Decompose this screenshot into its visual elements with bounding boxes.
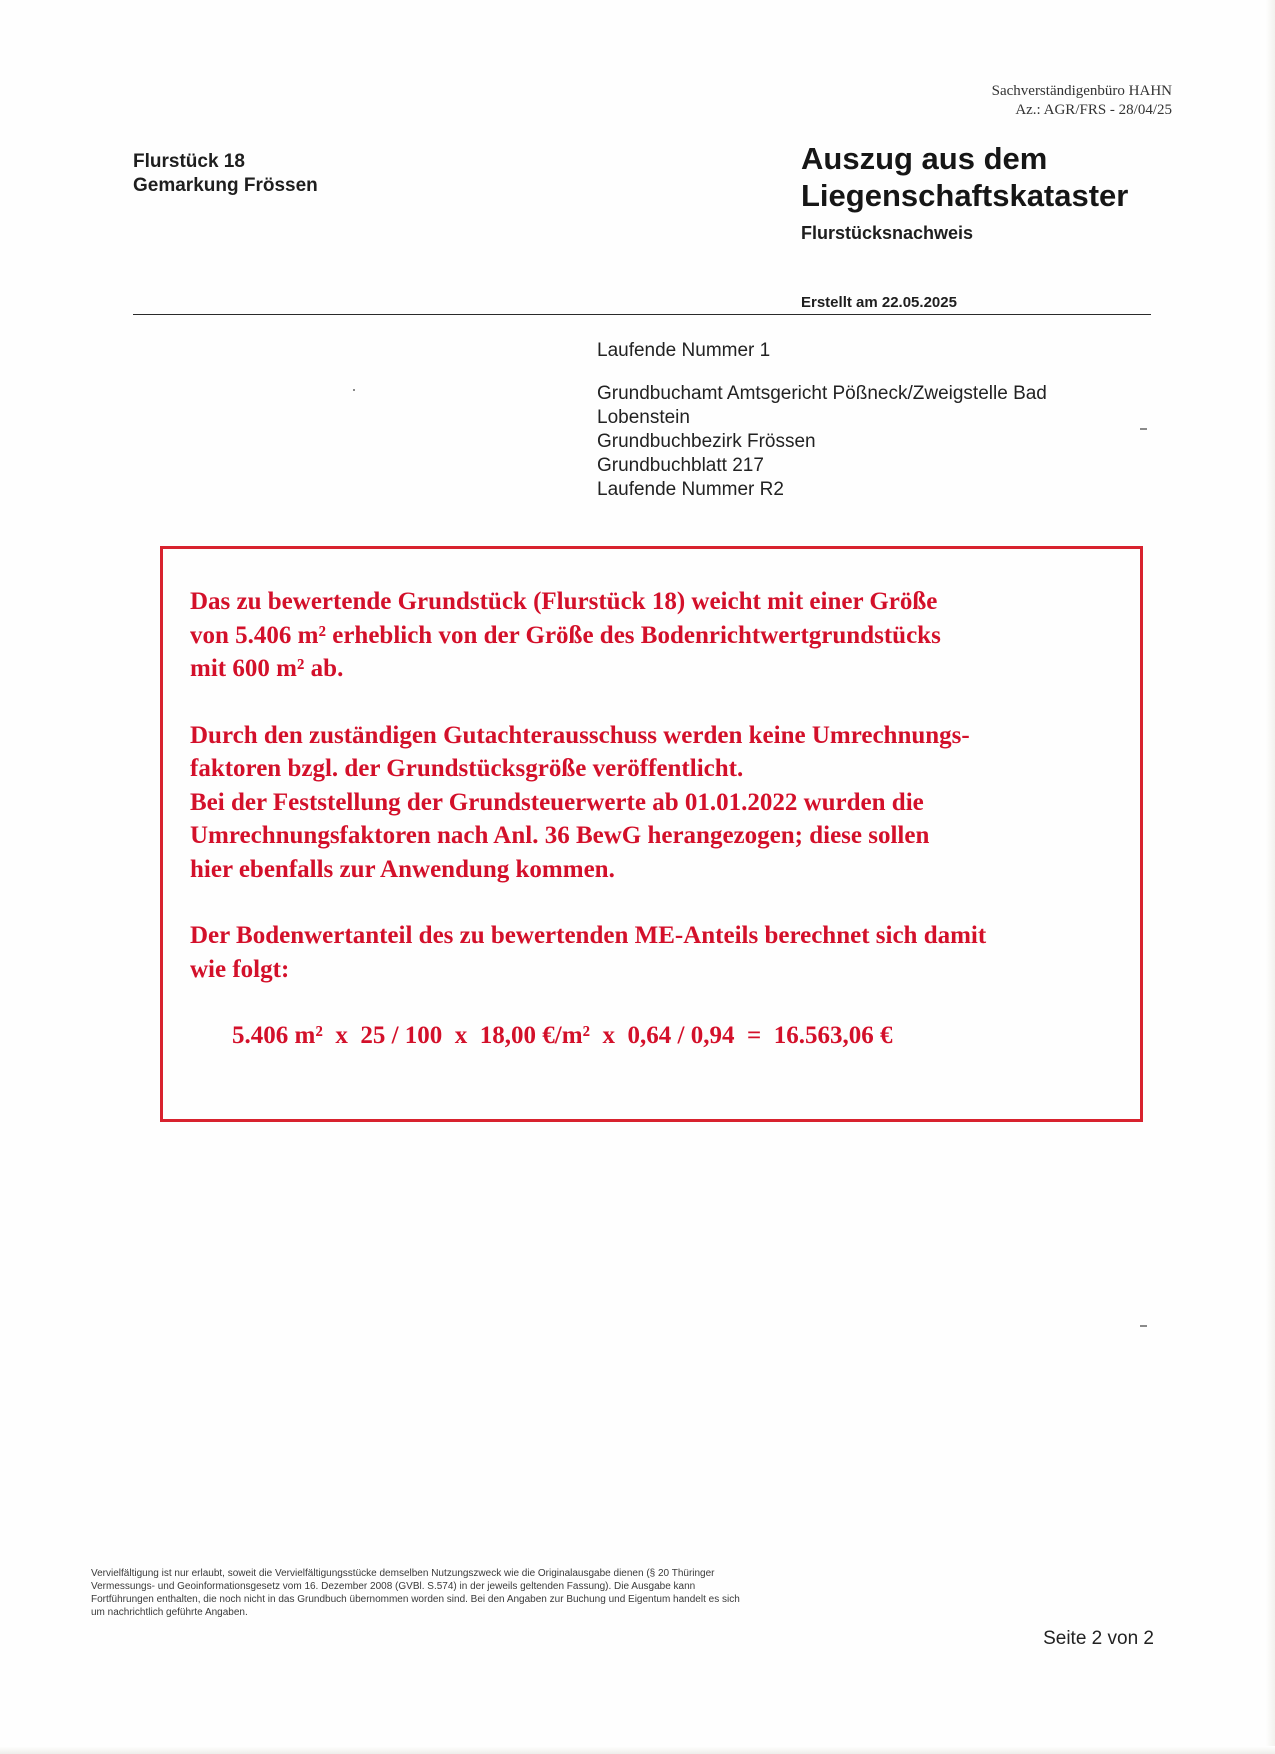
parcel-number: Flurstück 18 <box>133 151 245 172</box>
office-name: Sachverständigenbüro HAHN <box>991 83 1172 99</box>
scan-edge-bottom <box>0 1746 1275 1754</box>
note-line: hier ebenfalls zur Anwendung kommen. <box>190 855 615 883</box>
note-line: Durch den zuständigen Gutachterausschuss werden keine Umrechnungs- <box>190 721 970 749</box>
registry-line: Grundbuchamt Amtsgericht Pößneck/Zweigstelle Bad <box>597 383 1047 404</box>
parcel-district: Gemarkung Frössen <box>133 175 318 196</box>
scan-speck <box>353 389 355 391</box>
document-subtitle: Flurstücksnachweis <box>801 223 974 243</box>
registry-line: Laufende Nummer R2 <box>597 479 784 500</box>
note-line: von 5.406 m² erheblich von der Größe des Bodenrichtwertgrundstücks <box>190 621 941 649</box>
scan-speck <box>1140 428 1147 430</box>
header-divider <box>133 314 1151 315</box>
legal-line: Fortführungen enthalten, die noch nicht in das Grundbuch übernommen worden sind. Bei den Angaben zur Buchung und Eigentum handelt es sich <box>91 1594 740 1605</box>
registry-line: Grundbuchbezirk Frössen <box>597 431 816 452</box>
parcel-identification <box>133 150 318 198</box>
legal-line: Vermessungs- und Geoinformationsgesetz vom 16. Dezember 2008 (GVBl. S.574) in der jeweils geltenden Fassung). Die Ausgabe kann <box>91 1581 696 1592</box>
land-registry-block <box>597 382 1047 502</box>
creation-date: Erstellt am 22.05.2025 <box>801 294 957 311</box>
scan-speck <box>1140 1325 1147 1327</box>
registry-line: Grundbuchblatt 217 <box>597 455 764 476</box>
scan-edge-right <box>1265 0 1275 1754</box>
legal-line: Vervielfältigung ist nur erlaubt, soweit die Vervielfältigungsstücke demselben Nutzungszweck wie die Originalausgabe dienen (§ 20 Thüringer <box>91 1568 715 1579</box>
document-title-line-2: Liegenschaftskataster <box>801 178 1129 213</box>
note-line: Das zu bewertende Grundstück (Flurstück 18) weicht mit einer Größe <box>190 588 938 615</box>
running-number: Laufende Nummer 1 <box>597 340 771 361</box>
legal-notice <box>91 1567 911 1619</box>
document-title-line-1: Auszug aus dem <box>801 141 1048 176</box>
page-number: Seite 2 von 2 <box>1043 1628 1154 1649</box>
note-line: Bei der Feststellung der Grundsteuerwerte ab 01.01.2022 wurden die <box>190 788 924 816</box>
note-line: wie folgt: <box>190 955 290 983</box>
valuation-note-text <box>190 585 986 986</box>
expert-office-stamp <box>992 82 1172 120</box>
registry-line: Lobenstein <box>597 407 690 428</box>
legal-line: um nachrichtlich geführte Angaben. <box>91 1607 248 1618</box>
note-line: faktoren bzgl. der Grundstücksgröße veröffentlicht. <box>190 755 744 782</box>
note-line: Umrechnungsfaktoren nach Anl. 36 BewG herangezogen; diese sollen <box>190 822 930 849</box>
file-reference: Az.: AGR/FRS - 28/04/25 <box>1015 102 1172 118</box>
land-value-formula: 5.406 m² x 25 / 100 x 18,00 €/m² x 0,64 / 0,94 = 16.563,06 € <box>232 1022 893 1049</box>
document-title <box>801 140 1128 214</box>
note-line: mit 600 m² ab. <box>190 655 344 682</box>
note-line: Der Bodenwertanteil des zu bewertenden ME-Anteils berechnet sich damit <box>190 922 987 949</box>
